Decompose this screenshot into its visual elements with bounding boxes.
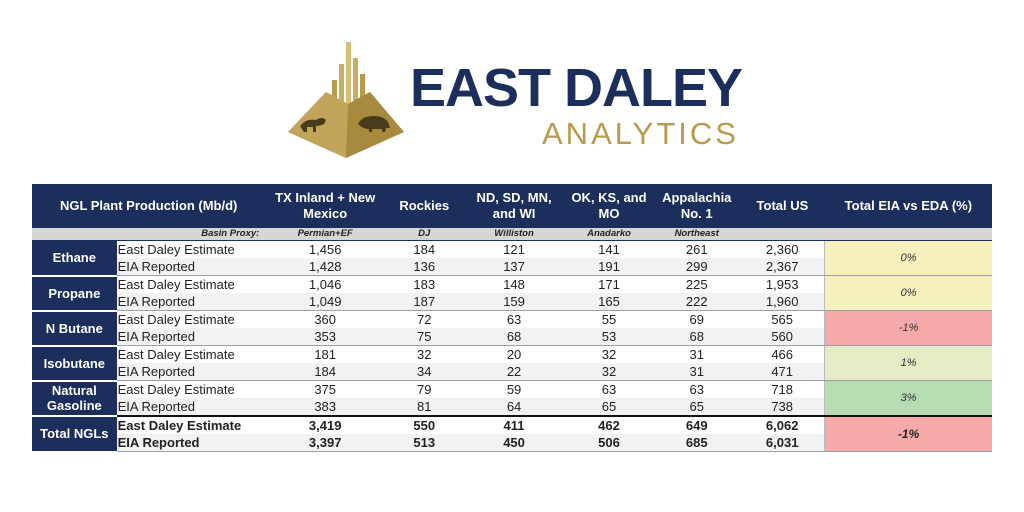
table-cell: 165 (565, 293, 654, 311)
table-cell: 65 (565, 398, 654, 416)
table-cell: 68 (463, 328, 564, 346)
table-cell: 565 (740, 311, 825, 329)
table-cell: 59 (463, 381, 564, 399)
table-cell: 171 (565, 276, 654, 294)
table-cell: 1,456 (265, 241, 385, 259)
table-cell: 649 (653, 416, 740, 434)
east-daley-estimate-label: East Daley Estimate (117, 241, 266, 259)
table-cell: 183 (385, 276, 463, 294)
table-cell: 69 (653, 311, 740, 329)
table-cell: 148 (463, 276, 564, 294)
east-daley-estimate-label: East Daley Estimate (117, 346, 266, 364)
table-cell: 360 (265, 311, 385, 329)
table-cell: 136 (385, 258, 463, 276)
table-cell: 1,428 (265, 258, 385, 276)
table-header-row (32, 184, 992, 228)
table-row (32, 346, 992, 364)
table-cell: 1,960 (740, 293, 825, 311)
table-cell: 63 (653, 381, 740, 399)
table-cell: 450 (463, 434, 564, 452)
table-cell: 2,367 (740, 258, 825, 276)
east-daley-estimate-label: East Daley Estimate (117, 381, 266, 399)
table-cell: 55 (565, 311, 654, 329)
eia-vs-eda-percent: 0% (825, 276, 992, 311)
eia-vs-eda-percent: 1% (825, 346, 992, 381)
table-cell: 32 (565, 363, 654, 381)
basin-proxy-value: Northeast (653, 228, 740, 241)
basin-proxy-value: Williston (463, 228, 564, 241)
table-row (32, 381, 992, 399)
table-cell: 383 (265, 398, 385, 416)
table-cell: 471 (740, 363, 825, 381)
table-row (32, 311, 992, 329)
table-cell: 1,953 (740, 276, 825, 294)
table-cell: 718 (740, 381, 825, 399)
table-cell: 560 (740, 328, 825, 346)
table-row (32, 241, 992, 259)
table-cell: 466 (740, 346, 825, 364)
basin-proxy-value: DJ (385, 228, 463, 241)
basin-proxy-value: Permian+EF (265, 228, 385, 241)
table-cell: 1,049 (265, 293, 385, 311)
table-cell: 299 (653, 258, 740, 276)
column-header: OK, KS, and MO (565, 184, 654, 228)
table-cell: 63 (565, 381, 654, 399)
eia-vs-eda-percent: -1% (825, 416, 992, 452)
east-daley-estimate-label: East Daley Estimate (117, 276, 266, 294)
table-cell: 64 (463, 398, 564, 416)
product-name: Natural Gasoline (32, 381, 117, 417)
table-cell: 141 (565, 241, 654, 259)
table-cell: 68 (653, 328, 740, 346)
basin-proxy-label: Basin Proxy: (32, 228, 265, 241)
table-cell: 261 (653, 241, 740, 259)
logo-title: EAST DALEY (410, 58, 743, 118)
east-daley-logo (286, 40, 746, 160)
table-cell: 3,419 (265, 416, 385, 434)
column-header: Rockies (385, 184, 463, 228)
table-cell: 375 (265, 381, 385, 399)
ngl-production-table (32, 184, 992, 452)
bull-bear-logo-icon (286, 40, 406, 160)
table-cell: 137 (463, 258, 564, 276)
table-cell: 22 (463, 363, 564, 381)
basin-proxy-value: Anadarko (565, 228, 654, 241)
table-cell: 20 (463, 346, 564, 364)
east-daley-estimate-label: East Daley Estimate (117, 416, 266, 434)
table-cell: 513 (385, 434, 463, 452)
table-cell: 31 (653, 346, 740, 364)
table-cell: 65 (653, 398, 740, 416)
eia-reported-label: EIA Reported (117, 258, 266, 276)
table-cell: 1,046 (265, 276, 385, 294)
column-header: ND, SD, MN, and WI (463, 184, 564, 228)
eia-vs-eda-percent: -1% (825, 311, 992, 346)
eia-reported-label: EIA Reported (117, 363, 266, 381)
table-cell: 187 (385, 293, 463, 311)
table-row (32, 276, 992, 294)
table-cell: 222 (653, 293, 740, 311)
column-header: Total EIA vs EDA (%) (825, 184, 992, 228)
table-cell: 191 (565, 258, 654, 276)
table-cell: 181 (265, 346, 385, 364)
table-cell: 32 (565, 346, 654, 364)
table-cell: 81 (385, 398, 463, 416)
table-row (32, 416, 992, 434)
table-cell: 411 (463, 416, 564, 434)
table-cell: 53 (565, 328, 654, 346)
column-header: Total US (740, 184, 825, 228)
table-cell: 34 (385, 363, 463, 381)
column-header: Appalachia No. 1 (653, 184, 740, 228)
table-cell: 2,360 (740, 241, 825, 259)
table-cell: 6,031 (740, 434, 825, 452)
product-name: Total NGLs (32, 416, 117, 452)
east-daley-estimate-label: East Daley Estimate (117, 311, 266, 329)
table-cell: 63 (463, 311, 564, 329)
table-cell: 79 (385, 381, 463, 399)
table-body (32, 241, 992, 452)
product-name: Propane (32, 276, 117, 311)
basin-proxy-value (740, 228, 825, 241)
table-cell: 506 (565, 434, 654, 452)
product-name: Isobutane (32, 346, 117, 381)
logo-subtitle: ANALYTICS (542, 116, 739, 151)
product-name: Ethane (32, 241, 117, 276)
eia-reported-label: EIA Reported (117, 293, 266, 311)
table-cell: 159 (463, 293, 564, 311)
table-title: NGL Plant Production (Mb/d) (32, 184, 265, 228)
product-name: N Butane (32, 311, 117, 346)
eia-vs-eda-percent: 0% (825, 241, 992, 276)
table-cell: 462 (565, 416, 654, 434)
table-cell: 184 (385, 241, 463, 259)
table-cell: 72 (385, 311, 463, 329)
table-cell: 3,397 (265, 434, 385, 452)
table-cell: 184 (265, 363, 385, 381)
table-cell: 550 (385, 416, 463, 434)
basin-proxy-value (825, 228, 992, 241)
eia-vs-eda-percent: 3% (825, 381, 992, 417)
table-cell: 685 (653, 434, 740, 452)
table-cell: 225 (653, 276, 740, 294)
eia-reported-label: EIA Reported (117, 434, 266, 452)
table-cell: 121 (463, 241, 564, 259)
table-cell: 32 (385, 346, 463, 364)
table-cell: 738 (740, 398, 825, 416)
table-cell: 6,062 (740, 416, 825, 434)
eia-reported-label: EIA Reported (117, 328, 266, 346)
column-header: TX Inland + New Mexico (265, 184, 385, 228)
table-cell: 31 (653, 363, 740, 381)
table-cell: 353 (265, 328, 385, 346)
basin-proxy-row (32, 228, 992, 241)
eia-reported-label: EIA Reported (117, 398, 266, 416)
table-cell: 75 (385, 328, 463, 346)
